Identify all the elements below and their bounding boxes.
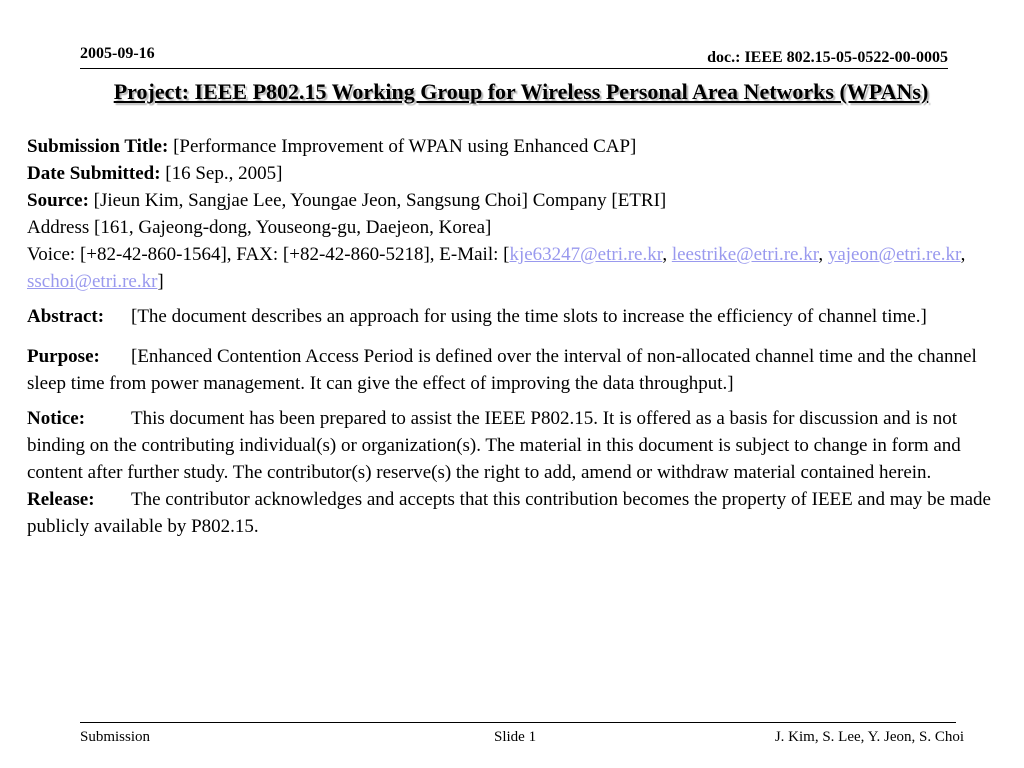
header-date: 2005-09-16	[80, 45, 155, 62]
submission-title-line	[27, 133, 1017, 160]
release-text: The contributor acknowledges and accepts that this contribution becomes the property of IEEE and may be made publicly available by P802.15.	[27, 489, 991, 537]
date-submitted-label: Date Submitted:	[27, 163, 161, 184]
notice-label: Notice:	[27, 408, 86, 429]
email-separator: ,	[662, 244, 672, 265]
release-paragraph	[27, 486, 1017, 540]
release-label: Release:	[27, 489, 95, 510]
notice-paragraph	[27, 405, 1017, 486]
source-value: [Jieun Kim, Sangjae Lee, Youngae Jeon, Sangsung Choi] Company [ETRI]	[93, 190, 667, 211]
voice-fax-text: Voice: [+82-42-860-1564], FAX: [+82-42-860-5218], E-Mail: [	[27, 244, 510, 265]
email-link-jeon[interactable]: yajeon@etri.re.kr	[827, 244, 961, 265]
footer-authors: J. Kim, S. Lee, Y. Jeon, S. Choi	[774, 729, 964, 745]
date-submitted-value: [16 Sep., 2005]	[165, 163, 283, 184]
project-title: Project: IEEE P802.15 Working Group for Wireless Personal Area Networks (WPANs)	[113, 79, 929, 104]
submission-title-label: Submission Title:	[27, 136, 169, 157]
abstract-paragraph	[27, 303, 1017, 330]
email-link-kim[interactable]: kje63247@etri.re.kr	[509, 244, 663, 265]
email-close: ]	[157, 271, 164, 292]
date-submitted-line	[27, 160, 1017, 187]
source-label: Source:	[27, 190, 89, 211]
abstract-label: Abstract:	[27, 306, 105, 327]
purpose-paragraph	[27, 343, 1017, 397]
email-link-lee[interactable]: leestrike@etri.re.kr	[671, 244, 819, 265]
email-link-choi[interactable]: sschoi@etri.re.kr	[27, 271, 158, 292]
footer-submission: Submission	[80, 729, 151, 745]
purpose-label: Purpose:	[27, 346, 100, 367]
footer-slide-number: Slide 1	[494, 729, 537, 745]
footer-divider	[80, 722, 956, 723]
email-separator: ,	[818, 244, 828, 265]
notice-text: This document has been prepared to assist the IEEE P802.15. It is offered as a basis for discussion and is not binding on the contributing individual(s) or organization(s). The material in this document is subject to change in form and content after further study. The contributor(s) reserve(s) the right to add, amend or withdraw material contained herein.	[27, 408, 961, 483]
header-divider	[80, 68, 948, 69]
contact-line	[27, 241, 1017, 295]
submission-title-value: [Performance Improvement of WPAN using Enhanced CAP]	[173, 136, 637, 157]
slide-body	[27, 133, 1017, 540]
header-doc-id: doc.: IEEE 802.15-05-0522-00-0005	[707, 49, 948, 66]
purpose-text: [Enhanced Contention Access Period is defined over the interval of non-allocated channel time and the channel sleep time from power management. It can give the effect of improving the data throughput.]	[27, 346, 977, 394]
address-line: Address [161, Gajeong-dong, Youseong-gu, Daejeon, Korea]	[27, 217, 492, 238]
abstract-text: [The document describes an approach for using the time slots to increase the efficiency of channel time.]	[131, 306, 927, 327]
email-separator: ,	[960, 244, 966, 265]
source-line	[27, 187, 1017, 214]
